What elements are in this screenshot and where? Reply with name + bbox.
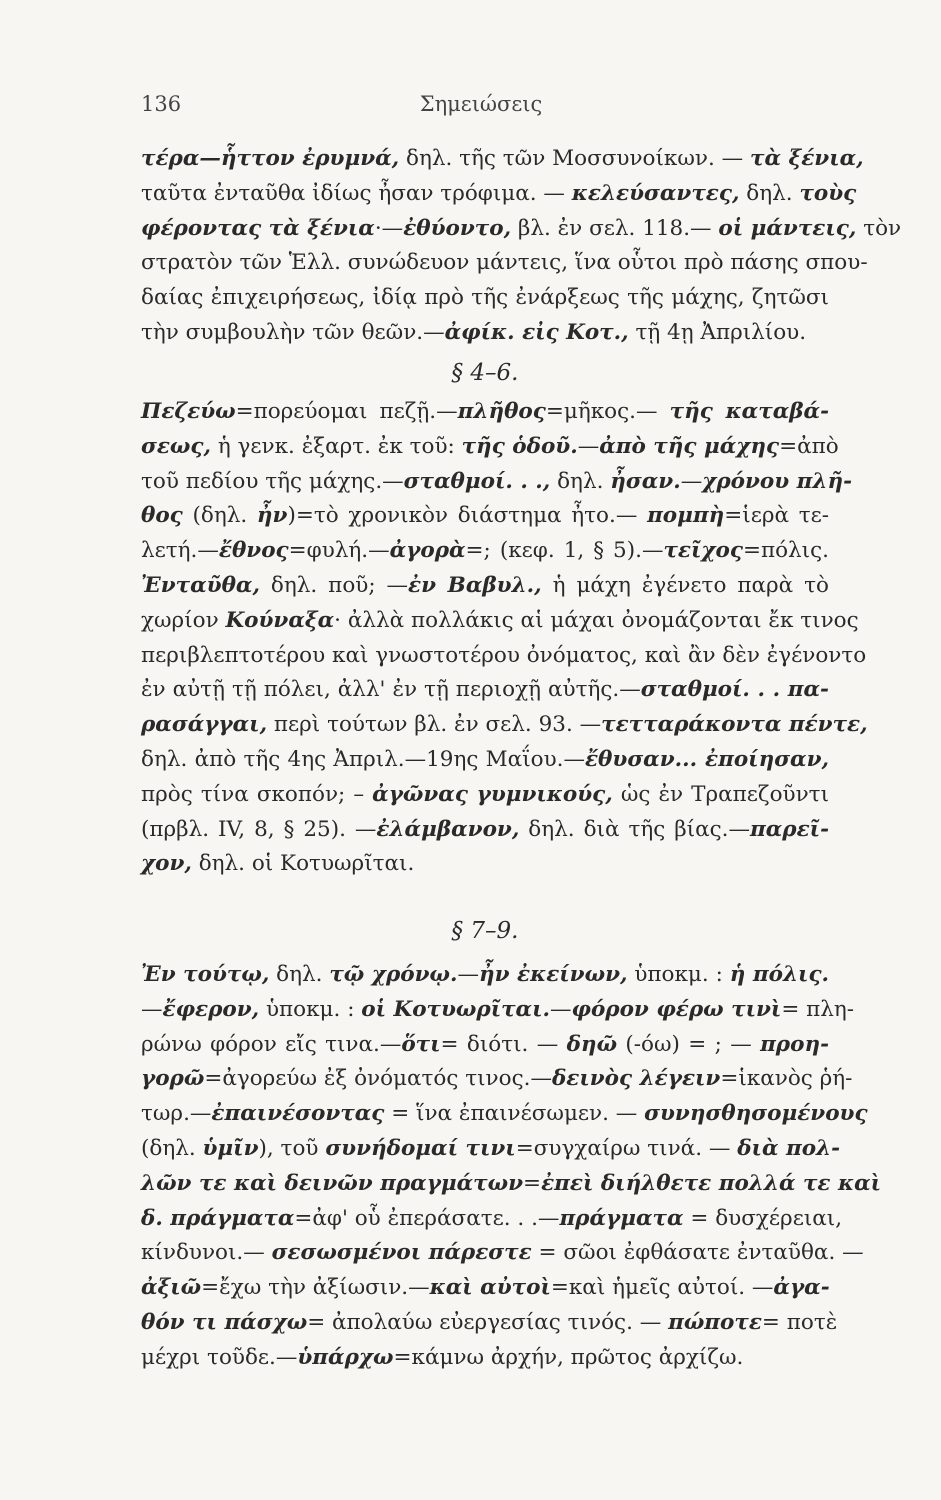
lemma: σταθμοί. . ., bbox=[403, 469, 551, 494]
text-line bbox=[141, 534, 829, 568]
text-line bbox=[141, 395, 829, 429]
gloss: = διότι. — bbox=[440, 1032, 567, 1057]
gloss: κίνδυνοι.— bbox=[141, 1240, 272, 1265]
gloss: δηλ. bbox=[269, 962, 330, 987]
gloss: = ἵνα ἐπαινέσωμεν. — bbox=[384, 1101, 645, 1126]
lemma: παρεῖ- bbox=[750, 817, 829, 842]
text-line bbox=[141, 778, 829, 812]
gloss: πρὸς τίνα σκοπόν; – bbox=[141, 782, 373, 807]
lemma: ἦν ἐκείνων, bbox=[478, 962, 628, 987]
gloss: = bbox=[523, 1171, 542, 1196]
lemma: θος bbox=[141, 503, 183, 528]
text-line bbox=[141, 673, 829, 707]
lemma: ἀγορὰ bbox=[389, 538, 466, 563]
gloss: βλ. ἐν σελ. 118.— bbox=[511, 216, 719, 241]
lemma: ἦν bbox=[256, 503, 288, 528]
text-line bbox=[141, 604, 859, 638]
gloss: ἐν αὐτῇ τῇ πόλει, ἀλλ' ἐν τῇ περιοχῇ αὐτῆς.— bbox=[141, 677, 641, 702]
text-line bbox=[141, 177, 857, 211]
page-header bbox=[141, 92, 821, 124]
lemma: τοὺς bbox=[799, 181, 857, 206]
gloss: δηλ. bbox=[739, 181, 800, 206]
text-line bbox=[141, 1271, 829, 1305]
lemma: προη- bbox=[760, 1032, 829, 1057]
text-line bbox=[141, 1341, 829, 1375]
gloss: =πορεύομαι πεζῇ.— bbox=[235, 399, 458, 424]
lemma: ὑμῖν bbox=[202, 1136, 259, 1161]
gloss: περιβλεπτοτέρου καὶ γνωστοτέρου ὀνόματος, καὶ ἂν δὲν ἐγένοντο bbox=[141, 643, 867, 668]
text-line bbox=[141, 499, 829, 533]
gloss: δηλ. τῆς τῶν Μοσσυνοίκων. — bbox=[399, 146, 750, 171]
gloss: =φυλή.— bbox=[288, 538, 390, 563]
lemma: Ἐνταῦθα, bbox=[141, 573, 260, 598]
lemma: γορῶ bbox=[141, 1066, 205, 1091]
lemma: οἱ Κοτυωρῖται. bbox=[361, 997, 550, 1022]
gloss: )=τὸ χρονικὸν διάστημα ἦτο.— bbox=[287, 503, 648, 528]
text-line bbox=[141, 1028, 829, 1062]
gloss: δηλ. bbox=[550, 469, 611, 494]
lemma: οἱ μάντεις, bbox=[718, 216, 857, 241]
lemma: ρασάγγαι, bbox=[141, 712, 268, 737]
lemma: συνήδομαί τινι bbox=[325, 1136, 516, 1161]
lemma: τετταράκοντα πέντε, bbox=[601, 712, 868, 737]
gloss: =συγχαίρω τινά. — bbox=[515, 1136, 738, 1161]
lemma: ἐν Βαβυλ., bbox=[408, 573, 542, 598]
section-heading-4-6: § 4–6. bbox=[451, 360, 519, 386]
lemma: λῶν τε καὶ δεινῶν πραγμάτων bbox=[141, 1171, 524, 1196]
lemma: πώποτε bbox=[668, 1310, 762, 1335]
lemma: ἔφερον, bbox=[162, 997, 260, 1022]
lemma: ἐλάμβανον, bbox=[376, 817, 520, 842]
lemma: τέρα—ἧττον ἐρυμνά, bbox=[141, 146, 400, 171]
gloss: ταῦτα ἐνταῦθα ἰδίως ἦσαν τρόφιμα. — bbox=[141, 181, 572, 206]
text-line bbox=[141, 142, 864, 176]
gloss: μέχρι τοῦδε.— bbox=[141, 1345, 298, 1370]
gloss: τωρ.— bbox=[141, 1101, 212, 1126]
gloss: ὑποκμ. : bbox=[627, 962, 730, 987]
lemma: χον, bbox=[141, 851, 192, 876]
text-line bbox=[141, 1236, 864, 1270]
gloss: =ἀπὸ bbox=[779, 434, 839, 459]
gloss: ἡ γενκ. ἐξαρτ. ἐκ τοῦ: bbox=[210, 434, 462, 459]
gloss: τὸν bbox=[856, 216, 902, 241]
gloss: = σῶοι ἐφθάσατε ἐνταῦθα. — bbox=[531, 1240, 864, 1265]
lemma: ἔθνος bbox=[218, 538, 289, 563]
lemma: ἀγα- bbox=[773, 1275, 830, 1300]
lemma: σεσωσμένοι πάρεστε bbox=[271, 1240, 532, 1265]
gloss: (δηλ. bbox=[141, 1136, 203, 1161]
gloss: = ἀπολαύω εὐεργεσίας τινός. — bbox=[307, 1310, 669, 1335]
lemma: φόρον φέρω τινὶ bbox=[571, 997, 782, 1022]
gloss: χωρίον bbox=[141, 608, 226, 633]
lemma: ὑπάρχω bbox=[297, 1345, 394, 1370]
text-line bbox=[141, 1097, 868, 1131]
lemma: καὶ αὐτοὶ bbox=[429, 1275, 551, 1300]
text-line bbox=[141, 958, 829, 992]
text-line bbox=[141, 465, 852, 499]
lemma: τῷ χρόνῳ. bbox=[329, 962, 458, 987]
lemma: πομπὴ bbox=[647, 503, 725, 528]
text-line bbox=[141, 1202, 843, 1236]
text-line bbox=[141, 1062, 853, 1096]
gloss: δαίας ἐπιχειρήσεως, ἰδίᾳ πρὸ τῆς ἐνάρξεως τῆς μάχης, ζητῶσι bbox=[141, 285, 829, 310]
gloss: ὑποκμ. : bbox=[259, 997, 362, 1022]
text-line bbox=[141, 1167, 882, 1201]
lemma: ἐπεὶ διήλθετε πολλά τε καὶ bbox=[541, 1171, 882, 1196]
text-line bbox=[141, 847, 829, 881]
lemma: ἀπὸ τῆς μάχης bbox=[599, 434, 780, 459]
text-line bbox=[141, 316, 829, 350]
lemma: χρόνου πλῆ- bbox=[702, 469, 852, 494]
lemma: τὰ ξένια, bbox=[749, 146, 864, 171]
lemma: δ. πράγματα bbox=[141, 1206, 295, 1231]
gloss: =ἱκανὸς ῥή- bbox=[720, 1066, 853, 1091]
lemma: θόν τι πάσχω bbox=[141, 1310, 308, 1335]
gloss: = πλη- bbox=[781, 997, 855, 1022]
lemma: πράγματα bbox=[559, 1206, 684, 1231]
gloss: (-όω) = ; — bbox=[617, 1032, 761, 1057]
gloss: = ποτὲ bbox=[761, 1310, 838, 1335]
text-line bbox=[141, 1306, 838, 1340]
gloss: — bbox=[141, 997, 163, 1022]
gloss: =ἔχω τὴν ἀξίωσιν.— bbox=[201, 1275, 430, 1300]
lemma: τεῖχος bbox=[663, 538, 743, 563]
lemma: ἀφίκ. εἰς Κοτ., bbox=[444, 320, 629, 345]
gloss: — bbox=[457, 962, 479, 987]
text-line bbox=[141, 708, 868, 742]
gloss: (δηλ. bbox=[182, 503, 257, 528]
lemma: πλῆθος bbox=[457, 399, 546, 424]
gloss: τοῦ πεδίου τῆς μάχης.— bbox=[141, 469, 404, 494]
running-title: Σημειώσεις bbox=[419, 92, 543, 116]
lemma: τῆς ὁδοῦ. bbox=[461, 434, 578, 459]
gloss: =μῆκος.— bbox=[545, 399, 670, 424]
lemma: ἦσαν. bbox=[610, 469, 681, 494]
gloss: · ἀλλὰ πολλάκις αἱ μάχαι ὀνομάζονται ἔκ τινος bbox=[334, 608, 859, 633]
gloss: ὡς ἐν Τραπεζοῦντι bbox=[612, 782, 829, 807]
text-line bbox=[141, 743, 829, 777]
lemma: διὰ πολ- bbox=[737, 1136, 841, 1161]
gloss: — bbox=[577, 434, 600, 459]
gloss: ἡ μάχη ἐγένετο παρὰ τὸ bbox=[541, 573, 829, 598]
lemma: Ἐν τούτῳ, bbox=[141, 962, 270, 987]
lemma: ἔθυσαν... ἐποίησαν, bbox=[584, 747, 829, 772]
lemma: Πεζεύω bbox=[141, 399, 236, 424]
text-line bbox=[141, 212, 902, 246]
gloss: περὶ τούτων βλ. ἐν σελ. 93. — bbox=[267, 712, 602, 737]
gloss: =; (κεφ. 1, § 5).— bbox=[465, 538, 664, 563]
gloss: δηλ. ποῦ; — bbox=[259, 573, 409, 598]
text-line bbox=[141, 1132, 841, 1166]
gloss: — bbox=[680, 469, 703, 494]
gloss: τὴν συμβουλὴν τῶν θεῶν.— bbox=[141, 320, 445, 345]
text-line bbox=[141, 281, 829, 315]
text-line bbox=[141, 569, 829, 603]
gloss: (πρβλ. IV, 8, § 25). — bbox=[141, 817, 377, 842]
lemma: σεως, bbox=[141, 434, 211, 459]
lemma: φέροντας τὰ ξένια bbox=[141, 216, 375, 241]
lemma: κελεύσαντες, bbox=[571, 181, 740, 206]
text-line bbox=[141, 246, 868, 280]
gloss: =ἀγορεύω ἐξ ὀνόματός τινος.— bbox=[204, 1066, 552, 1091]
gloss: ), τοῦ bbox=[258, 1136, 326, 1161]
lemma: ὅτι bbox=[401, 1032, 441, 1057]
text-line bbox=[141, 813, 829, 847]
lemma: ἡ πόλις. bbox=[729, 962, 830, 987]
gloss: στρατὸν τῶν Ἑλλ. συνώδευον μάντεις, ἵνα οὗτοι πρὸ πάσης σπου- bbox=[141, 250, 868, 275]
lemma: δηῶ bbox=[566, 1032, 618, 1057]
text-line bbox=[141, 430, 839, 464]
section-heading-7-9: § 7–9. bbox=[451, 918, 519, 944]
page-number: 136 bbox=[141, 92, 182, 116]
text-line bbox=[141, 639, 867, 673]
gloss: =ἱερὰ τε- bbox=[724, 503, 830, 528]
lemma: ἐπαινέσοντας bbox=[211, 1101, 385, 1126]
gloss: δηλ. οἱ Κοτυωρῖται. bbox=[191, 851, 415, 876]
gloss: τῇ 4ῃ Ἀπριλίου. bbox=[628, 320, 807, 345]
gloss: ·— bbox=[374, 216, 404, 241]
lemma: ἐθύοντο, bbox=[403, 216, 512, 241]
lemma: σταθμοί. . . πα- bbox=[640, 677, 829, 702]
gloss: δηλ. ἀπὸ τῆς 4ης Ἀπριλ.—19ης Μαΐου.— bbox=[141, 747, 585, 772]
gloss: λετή.— bbox=[141, 538, 219, 563]
text-line bbox=[141, 993, 855, 1027]
lemma: τῆς καταβά- bbox=[669, 399, 829, 424]
lemma: δεινὸς λέγειν bbox=[551, 1066, 721, 1091]
gloss: δηλ. διὰ τῆς βίας.— bbox=[519, 817, 751, 842]
lemma: συνησθησομένους bbox=[644, 1101, 868, 1126]
gloss: =κάμνω ἀρχήν, πρῶτος ἀρχίζω. bbox=[393, 1345, 744, 1370]
gloss: =ἀφ' οὗ ἐπεράσατε. . .— bbox=[294, 1206, 560, 1231]
gloss: =πόλις. bbox=[742, 538, 829, 563]
lemma: ἀγῶνας γυμνικούς, bbox=[372, 782, 613, 807]
lemma: Κούναξα bbox=[225, 608, 335, 633]
gloss: ρώνω φόρον εἴς τινα.— bbox=[141, 1032, 402, 1057]
gloss: — bbox=[550, 997, 572, 1022]
lemma: ἀξιῶ bbox=[141, 1275, 202, 1300]
gloss: =καὶ ἡμεῖς αὐτοί. — bbox=[550, 1275, 774, 1300]
gloss: = δυσχέρειαι, bbox=[683, 1206, 843, 1231]
